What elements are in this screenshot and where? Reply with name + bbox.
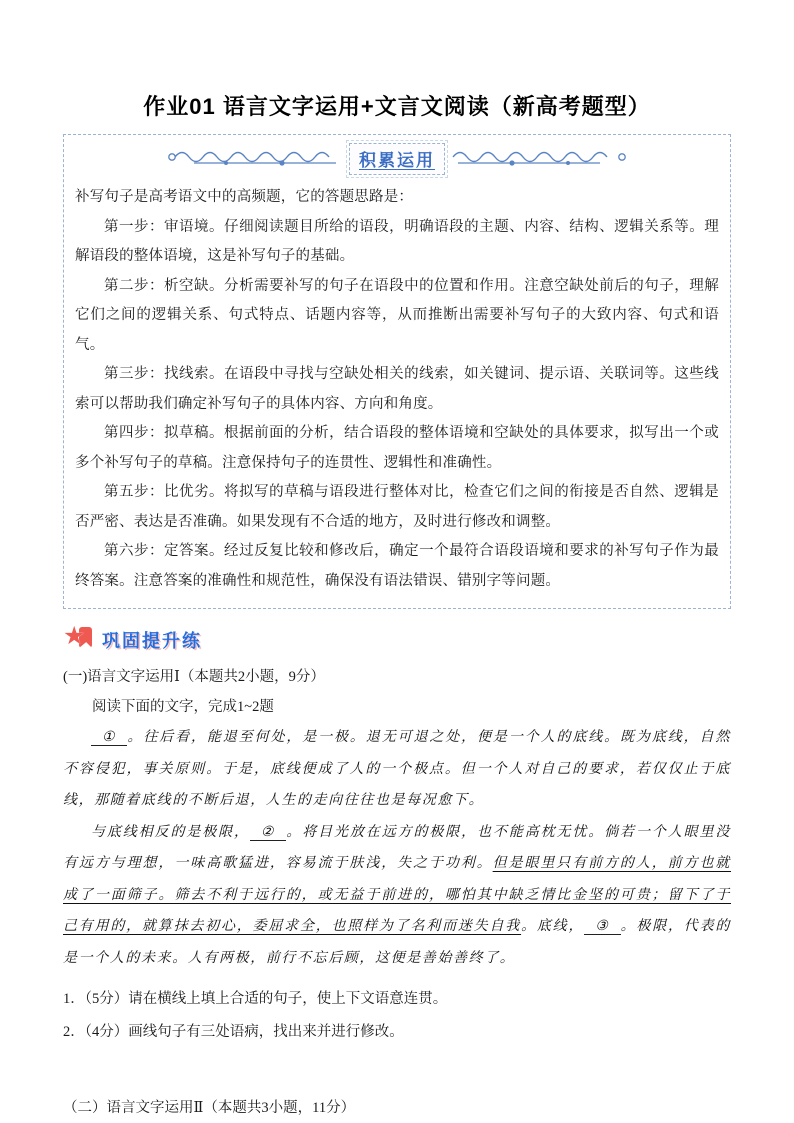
strategy-step-2: 第二步：析空缺。分析需要补写的句子在语段中的位置和作用。注意空缺处前后的句子，理解它们之间的逻辑关系、句式特点、话题内容等，从而推断出需要补写句子的大致内容、句式和语气。: [75, 277, 719, 353]
accumulation-header: [75, 143, 719, 175]
passage-2-seg1: 与底线相反的是极限，: [91, 824, 250, 840]
practice-section-header: [63, 625, 731, 655]
star-icon: ★: [63, 626, 93, 654]
question-1: 1．（5分）请在横线上填上合适的句子，使上下文语意连贯。: [63, 991, 448, 1007]
accumulation-box: [63, 134, 731, 609]
strategy-intro: 补写句子是高考语文中的高频题，它的答题思路是：: [75, 189, 414, 205]
underlined-sentence: 但是眼里只有前方的人，前方也就成了一面筛子。筛去不利于远行的，或无益于前进的，哪怕其中缺乏情比金坚的可贵；留下了于己有用的，就算抹去初心，委屈求全，也照样为了名利而迷失自我: [63, 856, 732, 934]
strategy-step-5: 第五步：比优劣。将拟写的草稿与语段进行整体对比，检查它们之间的衔接是否自然、逻辑是否严密、表达是否准确。如果发现有不合适的地方，及时进行修改和调整。: [75, 484, 719, 530]
section2-title: （二）语言文字运用Ⅱ（本题共3小题，11分）: [63, 1100, 356, 1116]
section1-title: (一)语言文字运用Ⅰ（本题共2小题，9分）: [63, 669, 325, 685]
passage-2-seg3: 。底线，: [521, 919, 585, 934]
accumulation-badge: 积累运用: [349, 143, 445, 175]
wave-right-icon: [452, 148, 630, 170]
passage-paragraph-1: [63, 722, 731, 817]
strategy-step-1: 第一步：审语境。仔细阅读题目所给的语段，明确语段的主题、内容、结构、逻辑关系等。理解语段的整体语境，这是补写句子的基础。: [75, 218, 719, 264]
passage-2-seg4: 。极限，代表的是一个人的未来。人有两极，前行不忘后顾，这便是善始善终了。: [63, 919, 731, 966]
wave-left-icon: [164, 148, 342, 170]
page-title: 作业01 语言文字运用+文言文阅读（新高考题型）: [143, 94, 651, 119]
blank-3: ③: [584, 919, 620, 935]
strategy-step-4: 第四步：拟草稿。根据前面的分析，结合语段的整体语境和空缺处的具体要求，拟写出一个或多个补写句子的草稿。注意保持句子的连贯性、逻辑性和准确性。: [75, 425, 719, 471]
blank-2: ②: [250, 825, 286, 841]
passage-paragraph-2: [63, 817, 731, 975]
passage-2-seg2: 。将目光放在远方的极限，也不能高枕无忧。倘若一个人眼里没有远方与理想，一味高歌猛进，容易流于肤浅，失之于功利。: [63, 824, 731, 871]
question-2: 2．（4分）画线句子有三处语病，找出来并进行修改。: [63, 1024, 404, 1040]
passage-1-text: 。往后看，能退至何处，是一极。退无可退之处，便是一个人的底线。既为底线，自然不容侵犯，事关原则。于是，底线便成了人的一个极点。但一个人对自己的要求，若仅仅止于底线，那随着底线的不断后退，人生的走向往往也是每况愈下。: [63, 730, 731, 808]
blank-1: ①: [91, 730, 127, 746]
answer-strategy-text: [75, 183, 719, 596]
strategy-step-3: 第三步：找线索。在语段中寻找与空缺处相关的线索，如关键词、提示语、关联词等。这些线索可以帮助我们确定补写句子的具体内容、方向和角度。: [75, 366, 719, 412]
practice-header-label: 巩固提升练: [102, 631, 202, 651]
question-list: [63, 983, 731, 1049]
strategy-step-6: 第六步：定答案。经过反复比较和修改后，确定一个最符合语段语境和要求的补写句子作为最终答案。注意答案的准确性和规范性，确保没有语法错误、错别字等问题。: [75, 543, 719, 589]
reading-instruction: 阅读下面的文字，完成1~2题: [92, 699, 274, 715]
